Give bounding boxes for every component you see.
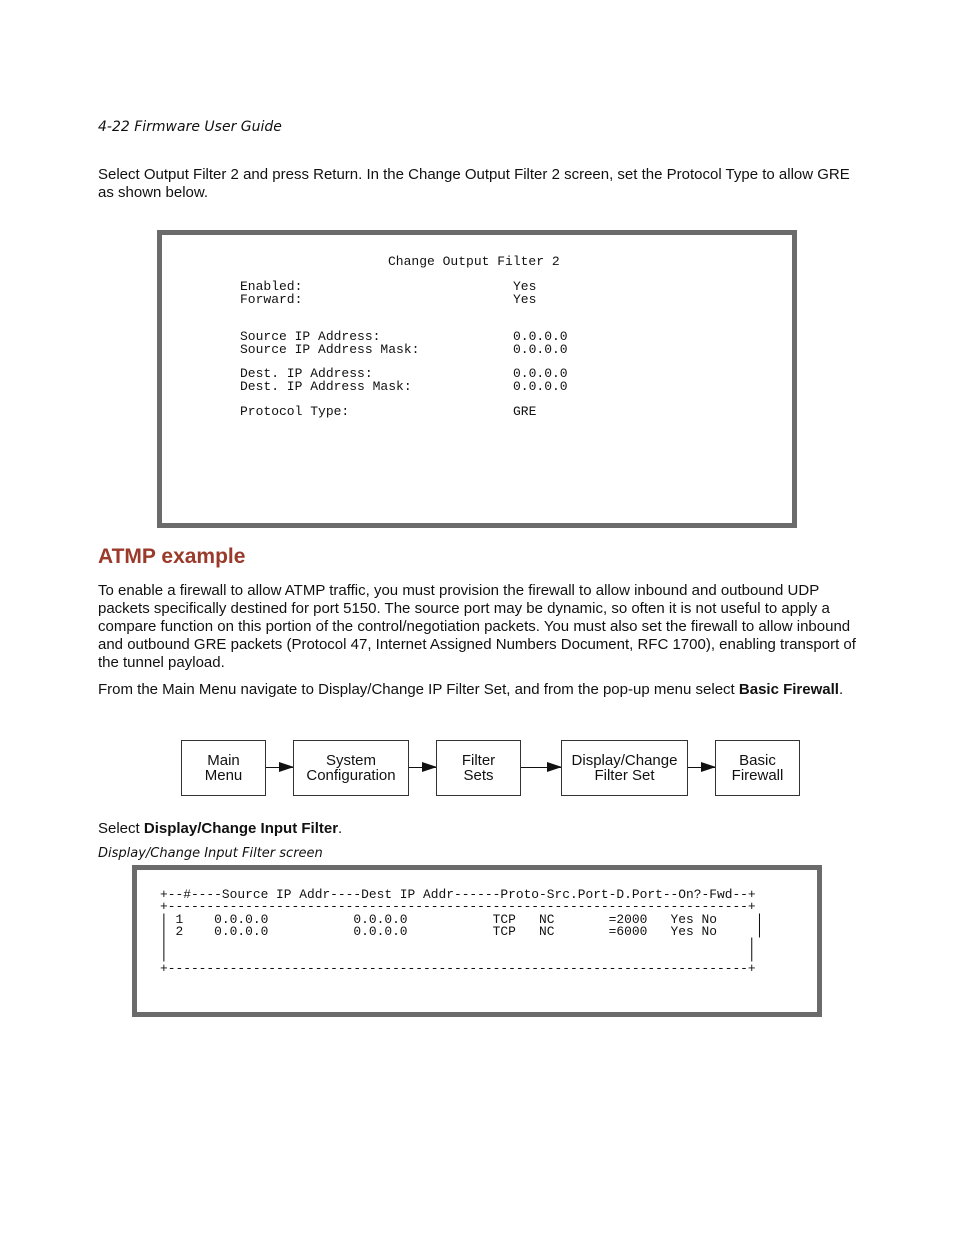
- step-label: Basic Firewall: [731, 752, 784, 784]
- step-system-configuration: [293, 740, 409, 796]
- step-label: Filter Sets: [461, 752, 496, 784]
- select-period: .: [338, 820, 343, 837]
- table-row: | |: [160, 936, 756, 952]
- field-label: Forward:: [240, 292, 303, 307]
- field-value: 0.0.0.0: [513, 329, 568, 344]
- figure-caption: Display/Change Input Filter screen: [98, 846, 323, 861]
- step-label: System Configuration: [306, 752, 396, 784]
- step-label: Main Menu: [204, 752, 243, 784]
- field-value: 0.0.0.0: [513, 366, 568, 381]
- flow-arrow: [409, 767, 436, 768]
- atmp-paragraph: To enable a firewall to allow ATMP traffic, you must provision the firewall to allow inbound and outbound UDP packets specifically destined for port 5150. The source port may be dynamic, so often it is not useful to apply a compare function on this portion of the control/negotiation packets. You must also set the firewall to allow inbound and outbound GRE packets (Protocol 47, Internet Assigned Numbers Document, RFC 1700), enabling transport of the tunnel payload.: [98, 582, 856, 671]
- table-row: | 1 0.0.0.0 0.0.0.0 TCP NC =2000 Yes No |: [160, 911, 764, 927]
- navigation-period: .: [838, 681, 844, 698]
- field-label: Dest. IP Address:: [240, 366, 373, 381]
- field-label: Dest. IP Address Mask:: [240, 379, 412, 394]
- output-filter-screen: [157, 230, 797, 528]
- field-label: Source IP Address:: [240, 329, 381, 344]
- select-instruction: [98, 820, 860, 838]
- step-label: Display/Change Filter Set: [571, 752, 678, 784]
- basic-firewall-emphasis: Basic Firewall: [738, 681, 839, 698]
- field-value: 0.0.0.0: [513, 342, 568, 357]
- navigation-paragraph: [98, 681, 860, 699]
- input-filter-screen: [132, 865, 822, 1017]
- flow-arrow: [266, 767, 293, 768]
- field-label: Protocol Type:: [240, 404, 350, 419]
- field-label: Enabled:: [240, 279, 303, 294]
- screen-title: Change Output Filter 2: [388, 254, 560, 269]
- intro-paragraph: Select Output Filter 2 and press Return. In the Change Output Filter 2 screen, set the Protocol Type to allow GRE as shown below.: [98, 166, 850, 201]
- table-footer: +---------------------------------------------------------------------------+: [160, 960, 756, 976]
- flow-arrow: [688, 767, 715, 768]
- flow-arrow: [521, 767, 561, 768]
- section-heading: ATMP example: [98, 545, 246, 568]
- navigation-text: From the Main Menu navigate to Display/Change IP Filter Set, and from the pop-up menu select: [98, 681, 739, 698]
- step-main-menu: [181, 740, 266, 796]
- table-row: | 2 0.0.0.0 0.0.0.0 TCP NC =6000 Yes No |: [160, 923, 764, 939]
- page-header: 4-22 Firmware User Guide: [98, 119, 282, 135]
- field-value: Yes: [513, 279, 537, 294]
- table-header: +--#----Source IP Addr----Dest IP Addr------Proto-Src.Port-D.Port--On?-Fwd--+: [160, 887, 756, 902]
- field-value: GRE: [513, 404, 537, 419]
- field-value: 0.0.0.0: [513, 379, 568, 394]
- table-divider: +---------------------------------------------------------------------------+: [160, 899, 756, 915]
- input-filter-emphasis: Display/Change Input Filter: [143, 820, 339, 837]
- step-filter-sets: [436, 740, 521, 796]
- step-basic-firewall: [715, 740, 800, 796]
- step-display-change-filter-set: [561, 740, 688, 796]
- field-label: Source IP Address Mask:: [240, 342, 420, 357]
- table-row: | |: [160, 948, 756, 964]
- select-text: Select: [98, 820, 144, 837]
- input-filter-table: [160, 889, 763, 975]
- field-value: Yes: [513, 292, 537, 307]
